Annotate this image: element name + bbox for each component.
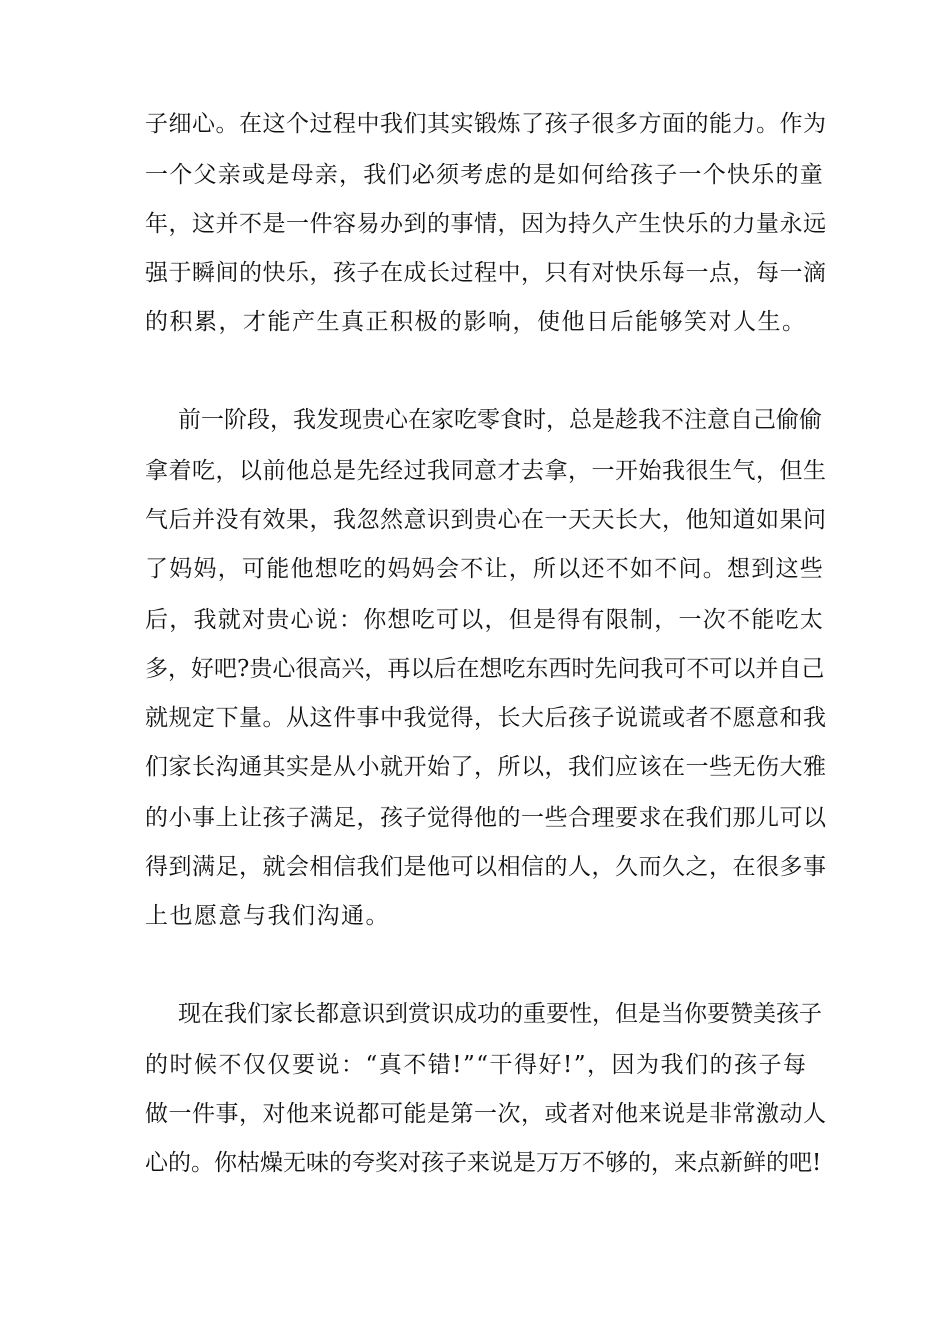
text-line: 一个父亲或是母亲，我们必须考虑的是如何给孩子一个快乐的童 xyxy=(145,162,824,188)
text-line: 上也愿意与我们沟通。 xyxy=(145,903,390,929)
text-line: 心的。你枯燥无味的夸奖对孩子来说是万万不够的，来点新鲜的吧! xyxy=(145,1150,822,1176)
text-line: 强于瞬间的快乐，孩子在成长过程中，只有对快乐每一点，每一滴 xyxy=(145,260,827,286)
text-line: 后，我就对贵心说：你想吃可以，但是得有限制，一次不能吃太 xyxy=(145,607,824,633)
text-line: 的积累，才能产生真正积极的影响，使他日后能够笑对人生。 xyxy=(145,309,807,335)
text-line: 前一阶段，我发现贵心在家吃零食时，总是趁我不注意自己偷偷 xyxy=(178,407,822,433)
text-line: 子细心。在这个过程中我们其实锻炼了孩子很多方面的能力。作为 xyxy=(145,111,827,137)
text-line: 了妈妈，可能他想吃的妈妈会不让，所以还不如不问。想到这些 xyxy=(145,556,824,582)
text-line: 得到满足，就会相信我们是他可以相信的人，久而久之，在很多事 xyxy=(145,854,827,880)
text-line: 气后并没有效果，我忽然意识到贵心在一天天长大，他知道如果问 xyxy=(145,507,827,533)
text-line: 现在我们家长都意识到赏识成功的重要性，但是当你要赞美孩子 xyxy=(178,1001,822,1027)
text-line: 就规定下量。从这件事中我觉得，长大后孩子说谎或者不愿意和我 xyxy=(145,705,827,731)
text-line: 多，好吧?贵心很高兴，再以后在想吃东西时先问我可不可以并自己 xyxy=(145,656,825,682)
text-line: 做一件事，对他来说都可能是第一次，或者对他来说是非常激动人 xyxy=(145,1101,827,1127)
text-line: 拿着吃，以前他总是先经过我同意才去拿，一开始我很生气，但生 xyxy=(145,458,827,484)
text-line: 的小事上让孩子满足，孩子觉得他的一些合理要求在我们那儿可以 xyxy=(145,805,827,831)
text-line: 的时候不仅仅要说：“真不错!”“干得好!”，因为我们的孩子每 xyxy=(145,1052,808,1078)
text-line: 们家长沟通其实是从小就开始了，所以，我们应该在一些无伤大雅 xyxy=(145,754,827,780)
text-line: 年，这并不是一件容易办到的事情，因为持久产生快乐的力量永远 xyxy=(145,211,827,237)
